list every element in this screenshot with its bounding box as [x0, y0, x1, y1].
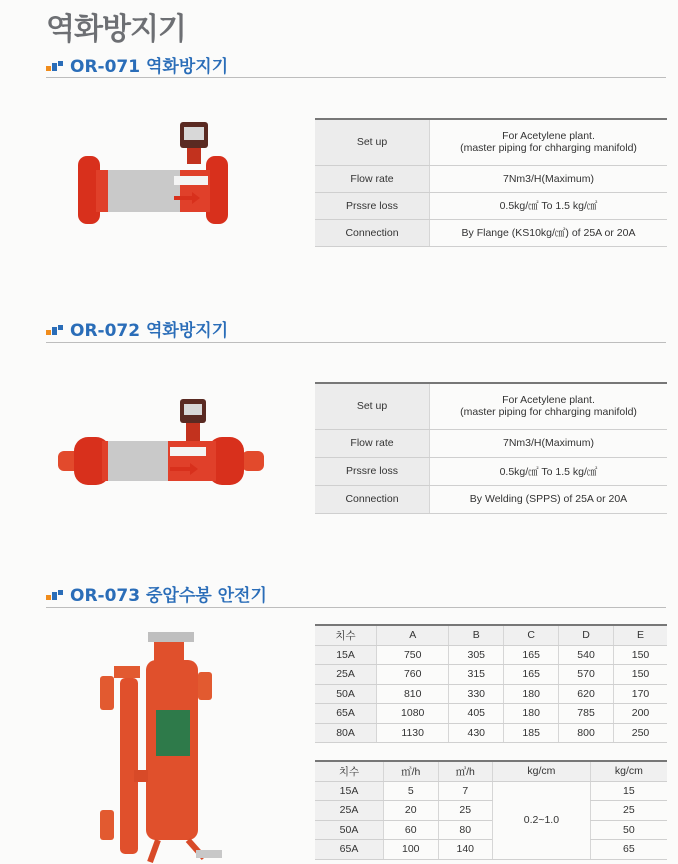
table-cell: 315 [449, 665, 504, 685]
section-title-or-071 [46, 52, 228, 77]
section-title-or-072 [46, 316, 228, 341]
section-divider [46, 342, 666, 343]
table-cell: 405 [449, 704, 504, 724]
table-cell: 15 [590, 781, 667, 801]
table-row [315, 840, 667, 860]
column-header: 치수 [315, 761, 384, 781]
spec-value: 7Nm3/H(Maximum) [430, 429, 668, 457]
spec-row [315, 485, 667, 513]
table-cell: 540 [559, 645, 614, 665]
spec-value: 0.5kg/㎠ To 1.5 kg/㎠ [430, 457, 668, 485]
spec-label: Flow rate [315, 165, 430, 192]
column-header: kg/cm [590, 761, 667, 781]
table-row [315, 801, 667, 821]
table-row [315, 645, 667, 665]
table-cell: 140 [438, 840, 493, 860]
column-header: A [377, 625, 449, 645]
section-bullet-icon [46, 590, 64, 602]
or-073-flow-table [315, 760, 667, 860]
table-cell: 25A [315, 665, 377, 685]
spec-row [315, 119, 667, 165]
section-title-text: OR-073 중압수봉 안전기 [70, 586, 267, 606]
table-row [315, 704, 667, 724]
table-cell: 180 [504, 704, 559, 724]
table-cell: 65A [315, 704, 377, 724]
section-bullet-icon [46, 325, 64, 337]
section-divider [46, 607, 666, 608]
table-cell: 185 [504, 723, 559, 743]
spec-value [430, 119, 668, 165]
table-cell: 1080 [377, 704, 449, 724]
table-cell: 50A [315, 684, 377, 704]
table-cell: 15A [315, 781, 384, 801]
table-header-row [315, 625, 667, 645]
spec-value: By Welding (SPPS) of 25A or 20A [430, 485, 668, 513]
table-cell: 25A [315, 801, 384, 821]
page-title: 역화방지기 [46, 12, 186, 47]
spec-row [315, 192, 667, 219]
spec-label: Flow rate [315, 429, 430, 457]
table-cell: 50A [315, 820, 384, 840]
spec-value-line: For Acetylene plant. [502, 394, 595, 407]
section-divider [46, 77, 666, 78]
spec-label: Connection [315, 219, 430, 246]
table-header-row [315, 761, 667, 781]
table-cell: 570 [559, 665, 614, 685]
spec-value [430, 383, 668, 429]
or-071-product-image [70, 118, 250, 230]
table-cell: 760 [377, 665, 449, 685]
table-cell: 620 [559, 684, 614, 704]
table-cell: 785 [559, 704, 614, 724]
table-row [315, 684, 667, 704]
table-cell: 50 [590, 820, 667, 840]
section-title-or-073 [46, 581, 267, 606]
or-072-spec-table [315, 382, 667, 514]
spec-label: Set up [315, 119, 430, 165]
table-row [315, 723, 667, 743]
spec-row [315, 457, 667, 485]
spec-row [315, 383, 667, 429]
table-cell: 165 [504, 665, 559, 685]
table-cell: 165 [504, 645, 559, 665]
table-cell: 430 [449, 723, 504, 743]
column-header: C [504, 625, 559, 645]
section-title-text: OR-071 역화방지기 [70, 57, 229, 77]
section-title-text: OR-072 역화방지기 [70, 321, 229, 341]
spec-row [315, 429, 667, 457]
spec-value-line: For Acetylene plant. [502, 130, 595, 143]
table-row [315, 665, 667, 685]
column-header: ㎥/h [384, 761, 439, 781]
table-cell: 65A [315, 840, 384, 860]
column-header: D [559, 625, 614, 645]
column-header: 치수 [315, 625, 377, 645]
table-cell: 200 [614, 704, 667, 724]
column-header: B [449, 625, 504, 645]
table-cell: 180 [504, 684, 559, 704]
table-cell: 800 [559, 723, 614, 743]
spec-value-line: (master piping for chharging manifold) [460, 406, 637, 419]
vessel-nameplate [156, 710, 190, 756]
body-label-plate [108, 441, 168, 481]
table-cell: 65 [590, 840, 667, 860]
table-cell: 15A [315, 645, 377, 665]
table-cell: 7 [438, 781, 493, 801]
table-row [315, 781, 667, 801]
spec-value: By Flange (KS10kg/㎠) of 25A or 20A [430, 219, 668, 246]
spec-row [315, 165, 667, 192]
table-cell: 250 [614, 723, 667, 743]
table-cell: 5 [384, 781, 439, 801]
spec-label: Prssre loss [315, 192, 430, 219]
table-cell: 150 [614, 645, 667, 665]
table-row [315, 820, 667, 840]
table-cell: 305 [449, 645, 504, 665]
table-cell: 810 [377, 684, 449, 704]
column-header: E [614, 625, 667, 645]
or-071-spec-table [315, 118, 667, 247]
or-073-dimension-table [315, 624, 667, 743]
spec-value: 0.5kg/㎠ To 1.5 kg/㎠ [430, 192, 668, 219]
table-cell: 1130 [377, 723, 449, 743]
table-cell: 25 [590, 801, 667, 821]
spec-label: Connection [315, 485, 430, 513]
table-cell: 25 [438, 801, 493, 821]
spec-label: Set up [315, 383, 430, 429]
table-cell: 20 [384, 801, 439, 821]
side-pipe [120, 678, 138, 854]
spec-label: Prssre loss [315, 457, 430, 485]
table-cell: 170 [614, 684, 667, 704]
spec-value-line: (master piping for chharging manifold) [460, 142, 637, 155]
pressure-range-cell: 0.2~1.0 [493, 781, 591, 859]
table-cell: 60 [384, 820, 439, 840]
table-cell: 750 [377, 645, 449, 665]
column-header: kg/cm [493, 761, 591, 781]
spec-value: 7Nm3/H(Maximum) [430, 165, 668, 192]
body-label-plate [108, 170, 180, 212]
table-cell: 330 [449, 684, 504, 704]
spec-row [315, 219, 667, 246]
section-bullet-icon [46, 61, 64, 73]
table-cell: 80A [315, 723, 377, 743]
table-cell: 150 [614, 665, 667, 685]
table-cell: 100 [384, 840, 439, 860]
table-cell: 80 [438, 820, 493, 840]
or-072-product-image [58, 395, 264, 490]
column-header: ㎥/h [438, 761, 493, 781]
top-bracket [148, 632, 194, 642]
or-073-product-image [96, 630, 236, 864]
